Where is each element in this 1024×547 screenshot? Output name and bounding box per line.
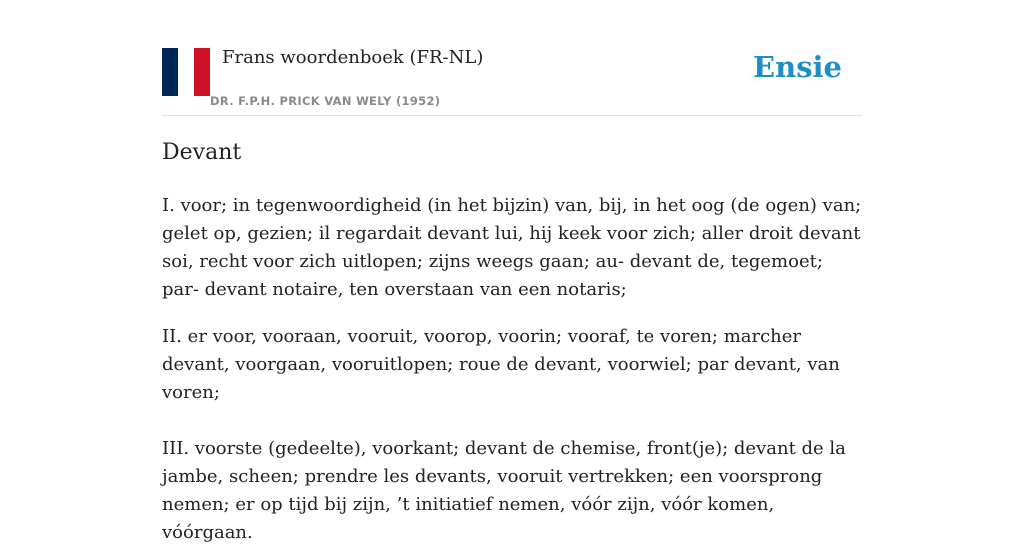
definition-sense-1: I. voor; in tegenwoordigheid (in het bijzin) van, bij, in het oog (de ogen) van; gelet op, gezien; il regardait devant lui, hij keek voor zich; aller droit devant soi, recht voor zich uitlopen; zijns weegs gaan; au- devant de, tegemoet; par- devant notaire, ten overstaan van een notaris;: [162, 195, 862, 300]
definition-sense-3: III. voorste (gedeelte), voorkant; devant de chemise, front(je); devant de la jambe, scheen; prendre les devants, vooruit vertrekken; een voorsprong nemen; er op tijd bij zijn, ’t initiatief nemen, vóór zijn, vóór komen, vóórgaan.: [162, 438, 846, 543]
ensie-logo-link[interactable]: Ensie: [753, 50, 842, 84]
dictionary-author: DR. F.P.H. PRICK VAN WELY (1952): [210, 94, 441, 108]
france-flag-icon: [162, 48, 210, 96]
definition-sense-2: II. er voor, vooraan, vooruit, voorop, voorin; vooraf, te voren; marcher devant, voorgaan, vooruitlopen; roue de devant, voorwiel; par devant, van voren;: [162, 326, 840, 403]
headword: Devant: [162, 140, 242, 165]
dictionary-header: [162, 44, 862, 116]
definition-list: [162, 192, 862, 547]
dictionary-title[interactable]: Frans woordenboek (FR-NL): [222, 47, 484, 68]
